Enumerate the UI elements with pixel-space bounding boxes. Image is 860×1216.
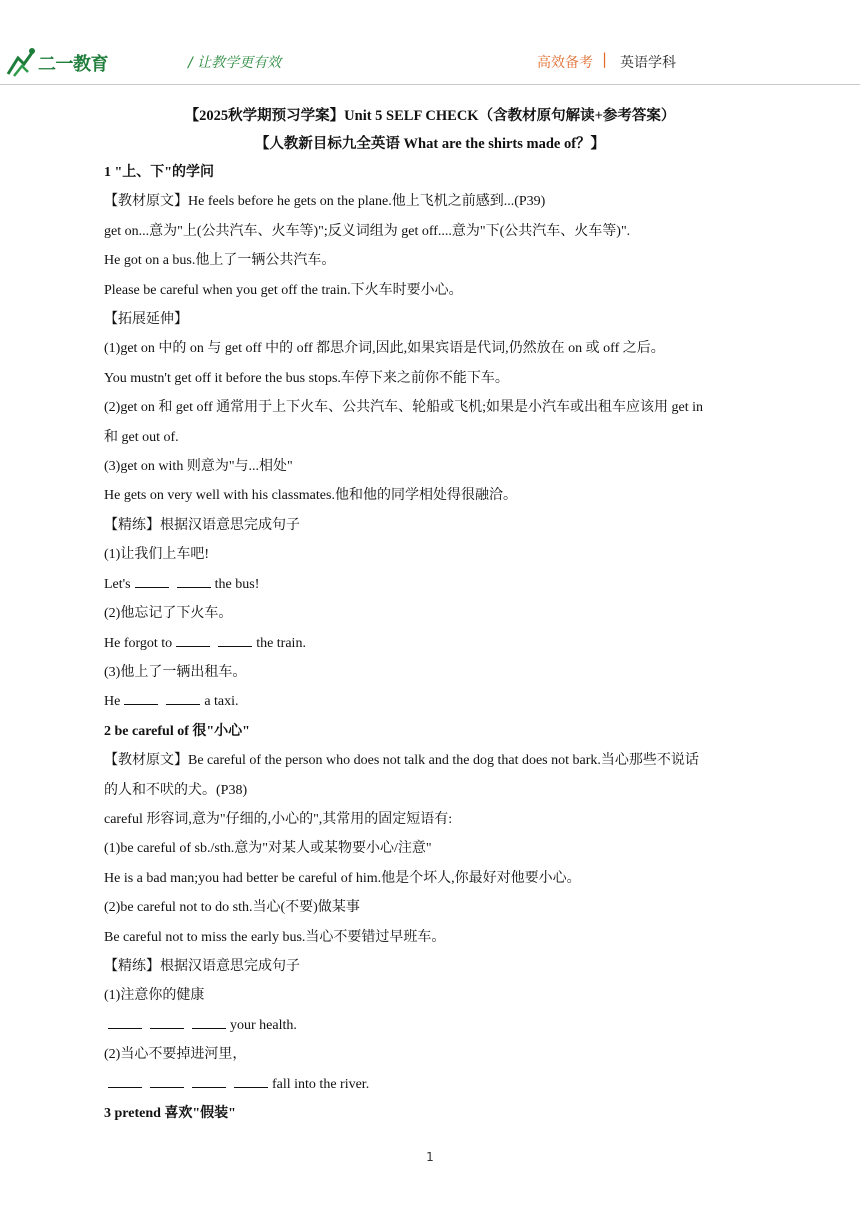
text-line: (1)让我们上车吧! <box>104 547 209 563</box>
answer-blank[interactable] <box>177 575 211 588</box>
logo-text: 二一教育 <box>38 54 108 75</box>
exercise-suffix: fall into the river. <box>272 1076 370 1092</box>
tag-exam: 高效备考 <box>537 55 593 71</box>
text-line: 【拓展延伸】 <box>104 312 188 328</box>
exercise-prefix: Let's <box>104 576 131 592</box>
exercise-line <box>104 629 764 658</box>
exercise-suffix: a taxi. <box>204 694 239 710</box>
text-line: (1)be careful of sb./sth.意为"对某人或某物要小心/注意" <box>104 841 432 857</box>
text-line: (1)注意你的健康 <box>104 988 205 1004</box>
section-heading-3: 3 pretend 喜欢"假装" <box>104 1106 236 1121</box>
tag-separator: | <box>602 50 608 68</box>
answer-blank[interactable] <box>150 1016 184 1029</box>
text-line: 【教材原文】He feels before he gets on the plane.他上飞机之前感到...(P39) <box>104 194 546 210</box>
text-line: (3)get on with 则意为"与...相处" <box>104 459 293 475</box>
exercise-line <box>104 1070 764 1099</box>
slogan: / 让教学更有效 <box>188 55 282 71</box>
answer-blank[interactable] <box>108 1016 142 1029</box>
answer-blank[interactable] <box>192 1075 226 1088</box>
text-line: He got on a bus.他上了一辆公共汽车。 <box>104 253 336 269</box>
exercise-suffix: your health. <box>230 1017 297 1033</box>
exercise-prefix: He forgot to <box>104 635 173 651</box>
text-line: 【教材原文】Be careful of the person who does not talk and the dog that does not bark.当心那些不说话 <box>104 753 699 769</box>
text-line: careful 形容词,意为"仔细的,小心的",其常用的固定短语有: <box>104 811 453 827</box>
exercise-prefix: He <box>104 694 121 710</box>
answer-blank[interactable] <box>124 692 158 705</box>
text-line: (2)get on 和 get off 通常用于上下火车、公共汽车、轮船或飞机;如果是小汽车或出租车应该用 get in <box>104 400 703 416</box>
exercise-suffix: the bus! <box>214 576 260 592</box>
text-line: 【精练】根据汉语意思完成句子 <box>104 517 300 533</box>
doc-title: 【2025秋学期预习学案】Unit 5 SELF CHECK（含教材原句解读+参考答案） <box>184 108 676 124</box>
text-line: (2)他忘记了下火车。 <box>104 606 233 622</box>
text-line: (3)他上了一辆出租车。 <box>104 664 247 680</box>
section-heading-1: 1 "上、下"的学问 <box>104 165 215 180</box>
answer-blank[interactable] <box>108 1075 142 1088</box>
text-line: You mustn't get off it before the bus stops.车停下来之前你不能下车。 <box>104 370 509 386</box>
text-line: Please be careful when you get off the train.下火车时要小心。 <box>104 282 463 298</box>
text-line: He gets on very well with his classmates.他和他的同学相处得很融洽。 <box>104 488 517 504</box>
exercise-line <box>104 687 764 716</box>
text-line: get on...意为"上(公共汽车、火车等)";反义词组为 get off....意为"下(公共汽车、火车等)". <box>104 223 631 239</box>
exercise-line <box>104 1011 764 1040</box>
answer-blank[interactable] <box>166 692 200 705</box>
exercise-suffix: the train. <box>256 635 306 651</box>
answer-blank[interactable] <box>218 634 252 647</box>
header-divider <box>0 84 860 85</box>
doc-subtitle: 【人教新目标九全英语 What are the shirts made of？】 <box>254 136 606 152</box>
text-line: (2)be careful not to do sth.当心(不要)做某事 <box>104 900 360 916</box>
answer-blank[interactable] <box>176 634 210 647</box>
page-number: 1 <box>426 1150 434 1164</box>
page-header <box>0 40 860 86</box>
text-line: He is a bad man;you had better be careful of him.他是个坏人,你最好对他要小心。 <box>104 870 581 886</box>
text-line: 【精练】根据汉语意思完成句子 <box>104 958 300 974</box>
text-line: 的人和不吠的犬。(P38) <box>104 782 248 798</box>
tag-subject: 英语学科 <box>620 55 676 71</box>
section-heading-2: 2 be careful of 很"小心" <box>104 723 250 739</box>
answer-blank[interactable] <box>135 575 169 588</box>
text-line: 和 get out of. <box>104 429 179 445</box>
answer-blank[interactable] <box>150 1075 184 1088</box>
text-line: (1)get on 中的 on 与 get off 中的 off 都思介词,因此,如果宾语是代词,仍然放在 on 或 off 之后。 <box>104 341 665 357</box>
exercise-line <box>104 570 764 599</box>
document-body <box>104 102 764 1128</box>
text-line: Be careful not to miss the early bus.当心不要错过早班车。 <box>104 929 446 945</box>
answer-blank[interactable] <box>192 1016 226 1029</box>
answer-blank[interactable] <box>234 1075 268 1088</box>
text-line: (2)当心不要掉进河里， <box>104 1047 247 1063</box>
